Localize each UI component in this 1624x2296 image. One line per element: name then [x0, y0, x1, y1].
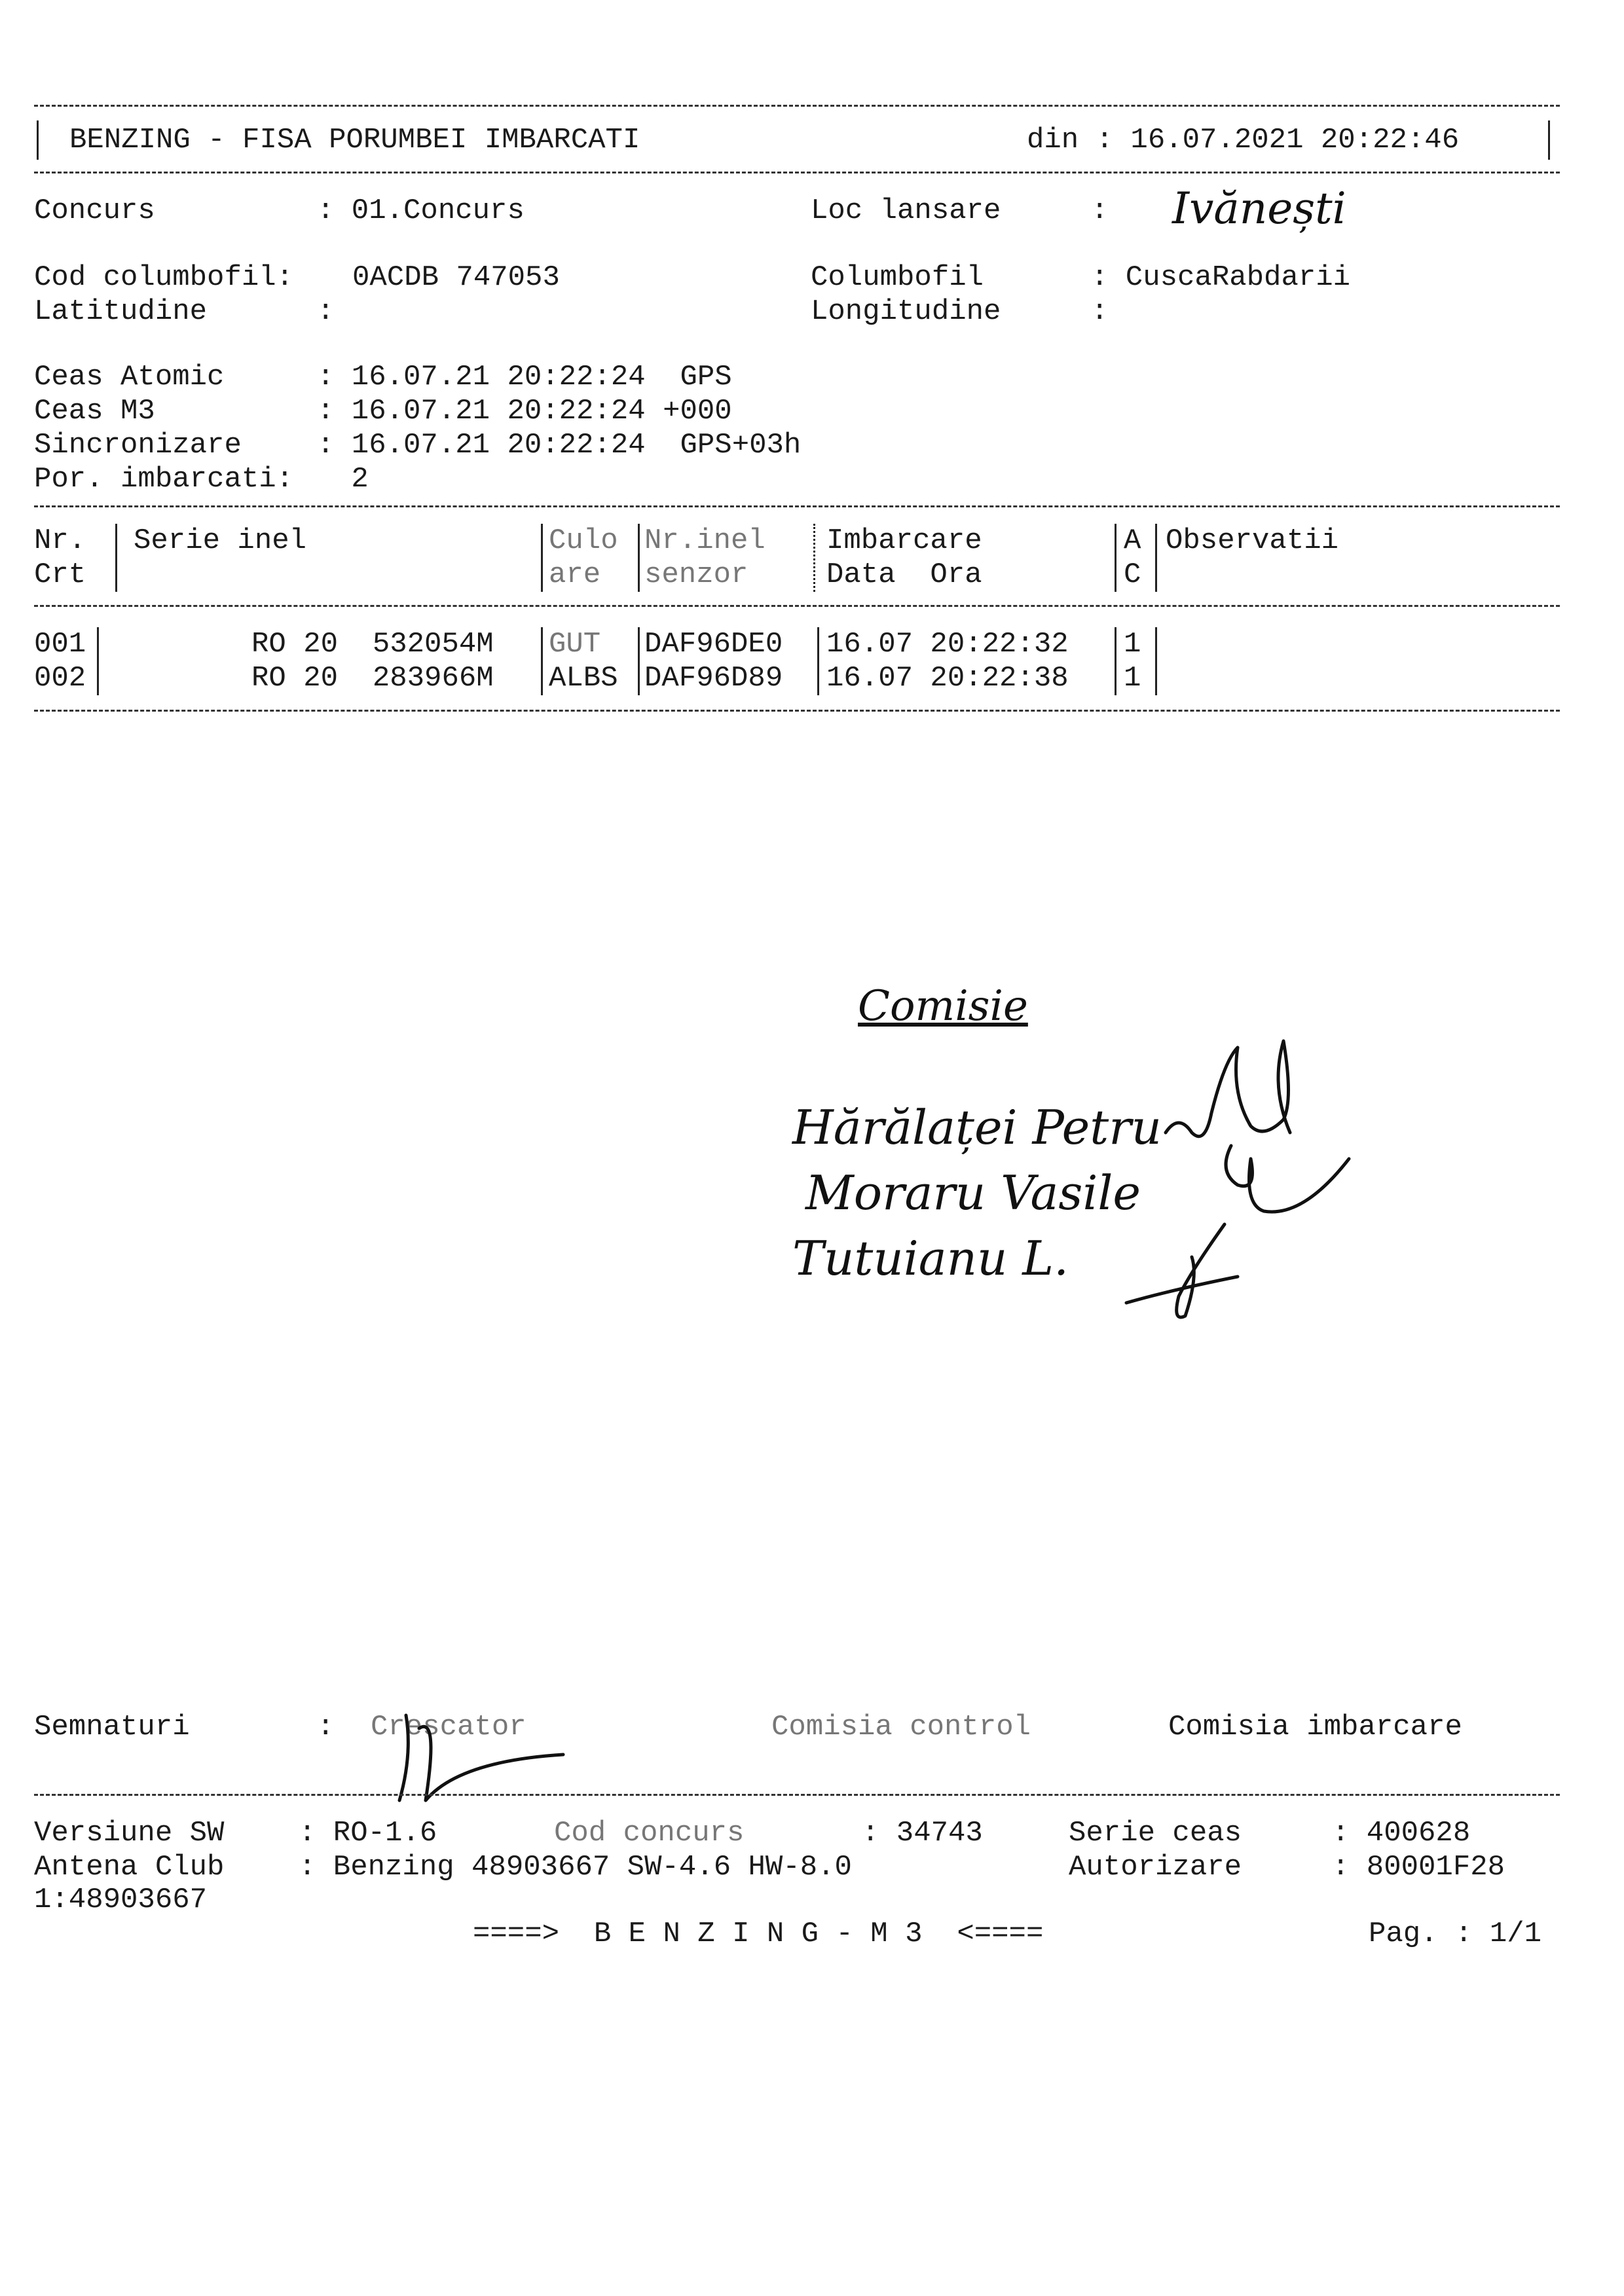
row-culoare: ALBS: [549, 662, 618, 695]
row-imbarcare: 16.07 20:22:38: [826, 662, 1069, 695]
crescator-signature: [380, 1702, 576, 1807]
porumbei-imbarcati-label: Por. imbarcati:: [34, 463, 294, 496]
autorizare-label: Autorizare: [1069, 1851, 1242, 1884]
semnaturi-sep: :: [317, 1711, 335, 1743]
serie-ceas-value: : 400628: [1332, 1817, 1471, 1850]
longitudine-value: :: [1091, 295, 1109, 328]
columbofil-value: : CuscaRabdarii: [1091, 261, 1351, 294]
antena-label: Antena Club: [34, 1851, 225, 1884]
commission-note-title: Comisie: [858, 982, 1028, 1030]
sincronizare-label: Sincronizare: [34, 429, 242, 462]
col-culoare-bottom: are: [549, 558, 601, 591]
signature-2: [1205, 1133, 1356, 1231]
cod-concurs-label: Cod concurs: [554, 1817, 745, 1850]
col-nr-bottom: Crt: [34, 558, 86, 591]
antena-id-line: 1:48903667: [34, 1884, 208, 1916]
col-ac-top: A: [1124, 524, 1141, 557]
row-nr: 001: [34, 628, 86, 661]
ceas-atomic-label: Ceas Atomic: [34, 361, 225, 393]
longitudine-label: Longitudine: [811, 295, 1001, 328]
serie-ceas-label: Serie ceas: [1069, 1817, 1242, 1850]
col-imbarcare-bottom: Data Ora: [826, 558, 982, 591]
col-observatii: Observatii: [1166, 524, 1339, 557]
ceas-atomic-value: : 16.07.21 20:22:24 GPS: [317, 361, 732, 393]
row-ac: 1: [1124, 662, 1141, 695]
cod-columbofil-label: Cod columbofil:: [34, 261, 294, 294]
report-date: din : 16.07.2021 20:22:46: [1027, 124, 1460, 156]
autorizare-value: : 80001F28: [1332, 1851, 1505, 1884]
row-senzor: DAF96DE0: [644, 628, 783, 661]
row-ac: 1: [1124, 628, 1141, 661]
commission-member-name: Tutuianu L.: [792, 1231, 1069, 1286]
columbofil-label: Columbofil: [811, 261, 984, 294]
benzing-banner: ====> B E N Z I N G - M 3 <====: [473, 1918, 1044, 1950]
col-ac-bottom: C: [1124, 558, 1141, 591]
ceas-m3-label: Ceas M3: [34, 395, 155, 428]
ceas-m3-value: : 16.07.21 20:22:24 +000: [317, 395, 732, 428]
semnaturi-label: Semnaturi: [34, 1711, 190, 1743]
latitudine-value: :: [317, 295, 335, 328]
antena-value: : Benzing 48903667 SW-4.6 HW-8.0: [299, 1851, 852, 1884]
col-nr-top: Nr.: [34, 524, 86, 557]
porumbei-imbarcati-value: 2: [334, 463, 369, 496]
cod-columbofil-value: 0ACDB 747053: [352, 261, 560, 294]
latitudine-label: Latitudine: [34, 295, 208, 328]
loc-lansare-label: Loc lansare: [811, 194, 1001, 227]
page-number: Pag. : 1/1: [1369, 1918, 1542, 1950]
loc-lansare-handwritten: Ivănești: [1172, 183, 1346, 234]
comisia-imbarcare-label: Comisia imbarcare: [1168, 1711, 1462, 1743]
row-imbarcare: 16.07 20:22:32: [826, 628, 1069, 661]
row-culoare: GUT: [549, 628, 601, 661]
col-serie-inel: Serie inel: [134, 524, 307, 557]
sincronizare-value: : 16.07.21 20:22:24 GPS+03h: [317, 429, 802, 462]
col-culoare-top: Culo: [549, 524, 618, 557]
signature-3: [1107, 1218, 1251, 1329]
row-serie: RO 20 283966M: [251, 662, 494, 695]
commission-member-name: Hărălaței Petru: [792, 1100, 1162, 1155]
col-senzor-bottom: senzor: [644, 558, 748, 591]
commission-member-name: Moraru Vasile: [805, 1165, 1141, 1220]
versiune-value: : RO-1.6: [299, 1817, 437, 1850]
cod-concurs-value: : 34743: [862, 1817, 983, 1850]
concurs-label: Concurs: [34, 194, 155, 227]
comisia-control-label: Comisia control: [771, 1711, 1031, 1743]
crescator-label: Crescator: [371, 1711, 526, 1743]
row-serie: RO 20 532054M: [251, 628, 494, 661]
col-imbarcare-top: Imbarcare: [826, 524, 982, 557]
row-senzor: DAF96D89: [644, 662, 783, 695]
loc-lansare-sep: :: [1091, 194, 1109, 227]
concurs-value: : 01.Concurs: [317, 194, 525, 227]
col-senzor-top: Nr.inel: [644, 524, 766, 557]
report-title: BENZING - FISA PORUMBEI IMBARCATI: [69, 124, 640, 156]
versiune-label: Versiune SW: [34, 1817, 225, 1850]
row-nr: 002: [34, 662, 86, 695]
